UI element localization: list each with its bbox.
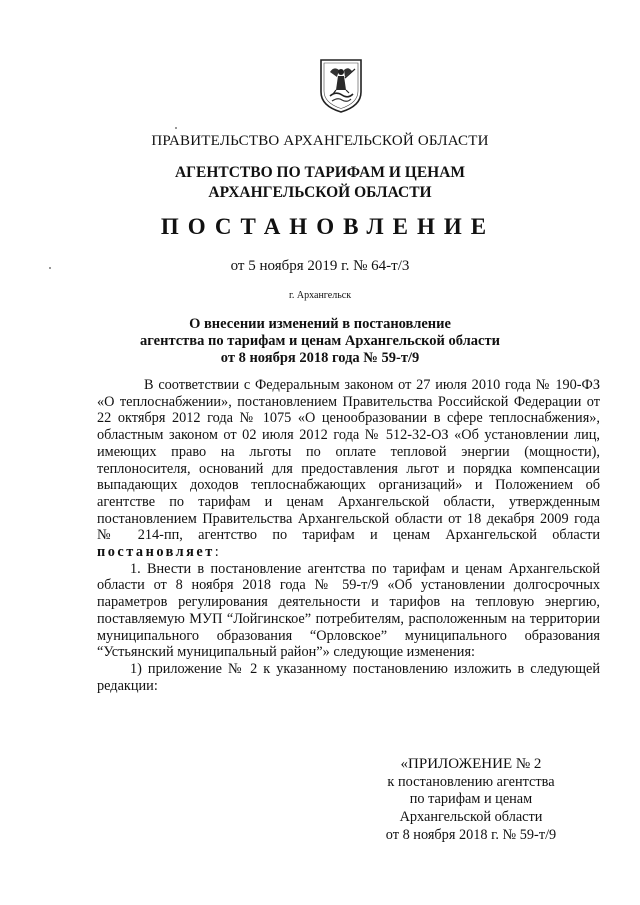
- appendix-line: Архангельской области: [399, 809, 543, 826]
- body-paragraph-subitem-1: 1) приложение № 2 к указанному постановлению изложить в следующей редакции:: [97, 660, 600, 694]
- preamble-text: В соответствии с Федеральным законом от 27 июля 2010 года № 190-ФЗ «О теплоснабжении», постановлением Правительства Российской Федерации от 22 октября 2012 года № 1075 «О ценообразовании в сфере теплоснабжения», областным законом от 02 июля 2012 года № 512-32-ОЗ «Об установлении лиц, имеющих право на льготы по оплате тепловой энергии (мощности), теплоносителя, оснований для предоставления льгот и порядка компенсации выпадающих доходов теплоснабжающих организаций» и Положением об агентстве по тарифам и ценам Архангельской области, утвержденным постановлением Правительства Архангельской области от 18 декабря 2009 года № 214-пп, агентство по тарифам и ценам Архангельской области: [97, 377, 600, 544]
- scan-speck: [175, 127, 177, 129]
- document-date-number: от 5 ноября 2019 г. № 64-т/3: [230, 258, 410, 274]
- agency-title: [0, 163, 640, 203]
- appendix-line: по тарифам и ценам: [409, 791, 533, 808]
- appendix-line: от 8 ноября 2018 г. № 59-т/9: [385, 826, 557, 843]
- body-paragraph-item-1: 1. Внести в постановление агентства по тарифам и ценам Архангельской области от 8 ноября 2018 года № 59-т/9 «Об установлении долгосрочных параметров регулирования деятельности и тарифов на тепловую энергию, поставляемую МУП “Лойгинское” потребителям, расположенным на территории муниципального образования “Орловское” муниципального образования “Устьянский муниципальный район”» следующие изменения:: [97, 560, 600, 661]
- document-type-heading: ПОСТАНОВЛЕНИЕ: [160, 214, 496, 239]
- agency-title-line: АРХАНГЕЛЬСКОЙ ОБЛАСТИ: [208, 184, 432, 201]
- subject-line: агентства по тарифам и ценам Архангельской области: [140, 333, 500, 349]
- appendix-block: [355, 756, 587, 845]
- appendix-line: «ПРИЛОЖЕНИЕ № 2: [400, 756, 542, 772]
- document-subject: [0, 316, 640, 367]
- subject-line: О внесении изменений в постановление: [189, 316, 451, 332]
- document-city: г. Архангельск: [288, 290, 352, 301]
- agency-title-line: АГЕНТСТВО ПО ТАРИФАМ И ЦЕНАМ: [174, 164, 466, 181]
- subject-line: от 8 ноября 2018 года № 59-т/9: [220, 350, 420, 366]
- government-title: ПРАВИТЕЛЬСТВО АРХАНГЕЛЬСКОЙ ОБЛАСТИ: [151, 133, 489, 149]
- preamble-end: :: [214, 544, 219, 561]
- arkhangelsk-coat-of-arms-icon: [318, 58, 364, 114]
- appendix-line: к постановлению агентства: [387, 773, 555, 790]
- decree-keyword: постановляет: [97, 544, 215, 561]
- document-body: [97, 377, 600, 694]
- body-paragraph-preamble: [97, 377, 600, 561]
